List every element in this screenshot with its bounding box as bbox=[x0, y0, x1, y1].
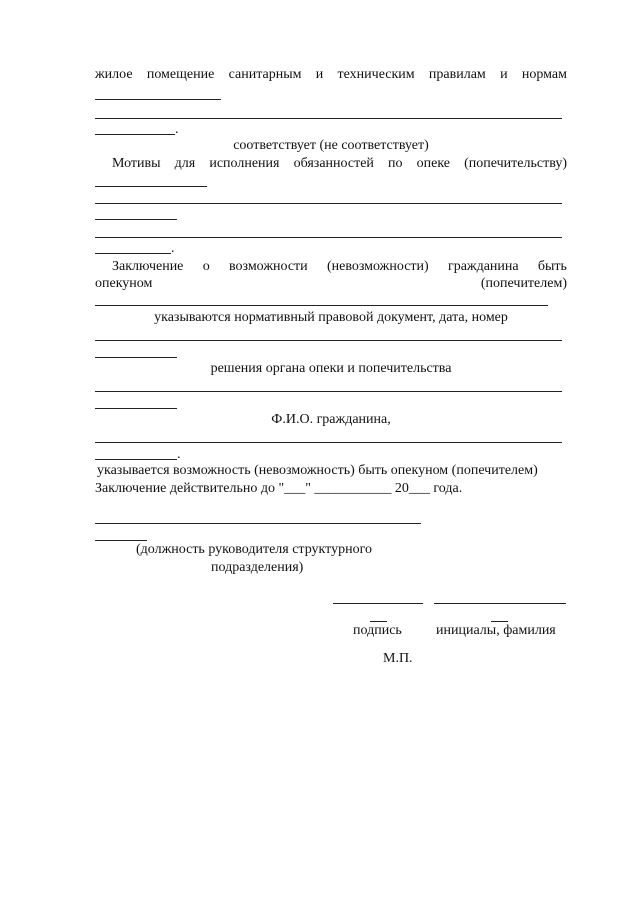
line-guardianship-motives bbox=[112, 156, 567, 172]
validity-line: Заключение действительно до "___" ___________ 20___ года. bbox=[95, 481, 463, 496]
caption-decision: решения органа опеки и попечительства bbox=[210, 361, 452, 376]
blank-line bbox=[95, 118, 562, 119]
word: возможности bbox=[228, 259, 308, 274]
word: (невозможности) bbox=[326, 259, 429, 274]
period: . bbox=[175, 122, 179, 137]
caption-signature: подпись bbox=[353, 623, 402, 638]
stamp-place: М.П. bbox=[383, 651, 413, 666]
blank-line bbox=[95, 523, 421, 524]
word: жилое bbox=[95, 67, 133, 82]
blank-line bbox=[95, 134, 175, 135]
word: гражданина bbox=[447, 259, 519, 274]
blank-line bbox=[95, 540, 147, 541]
blank-line bbox=[95, 408, 177, 409]
blank-line bbox=[95, 203, 562, 204]
blank-line bbox=[95, 237, 562, 238]
word: (попечительству) bbox=[464, 156, 567, 171]
line-housing-conformity bbox=[95, 67, 567, 83]
word: для bbox=[174, 156, 196, 171]
word: нормам bbox=[521, 67, 567, 82]
blank-line bbox=[95, 442, 562, 443]
caption-conformity: соответствует (не соответствует) bbox=[233, 138, 429, 153]
word: санитарным bbox=[228, 67, 302, 82]
blank-line bbox=[95, 99, 221, 100]
blank-line bbox=[95, 305, 548, 306]
signature-line-mark bbox=[370, 621, 387, 622]
word: Мотивы bbox=[112, 156, 161, 171]
caption-possibility: указывается возможность (невозможность) быть опекуном (попечителем) bbox=[97, 463, 538, 478]
text-guardian: опекуном bbox=[95, 276, 153, 291]
caption-fio: Ф.И.О. гражданина, bbox=[271, 412, 391, 427]
line-conclusion bbox=[112, 259, 567, 275]
word: техническим bbox=[337, 67, 415, 82]
word: быть bbox=[537, 259, 567, 274]
blank-line bbox=[95, 253, 171, 254]
blank-line bbox=[95, 219, 177, 220]
caption-normative-document: указываются нормативный правовой документ, дата, номер bbox=[154, 310, 508, 325]
blank-line bbox=[95, 340, 562, 341]
word: и bbox=[500, 67, 508, 82]
signature-line bbox=[333, 603, 423, 604]
initials-line-mark bbox=[491, 621, 508, 622]
word: Заключение bbox=[112, 259, 184, 274]
caption-initials: инициалы, фамилия bbox=[436, 623, 556, 638]
word: помещение bbox=[146, 67, 215, 82]
blank-line bbox=[95, 391, 562, 392]
blank-line bbox=[95, 186, 207, 187]
word: и bbox=[315, 67, 324, 82]
text-custodian: (попечителем) bbox=[480, 276, 567, 291]
blank-line bbox=[95, 357, 177, 358]
caption-department: подразделения) bbox=[211, 560, 304, 575]
word: обязанностей bbox=[293, 156, 374, 171]
word: исполнения bbox=[209, 156, 280, 171]
blank-line bbox=[95, 459, 177, 460]
period: . bbox=[171, 241, 175, 256]
period: . bbox=[177, 447, 181, 462]
word: по bbox=[388, 156, 403, 171]
word: правилам bbox=[428, 67, 486, 82]
initials-line bbox=[434, 603, 566, 604]
word: о bbox=[202, 259, 210, 274]
word: опеке bbox=[416, 156, 451, 171]
caption-position: (должность руководителя структурного bbox=[136, 542, 372, 557]
